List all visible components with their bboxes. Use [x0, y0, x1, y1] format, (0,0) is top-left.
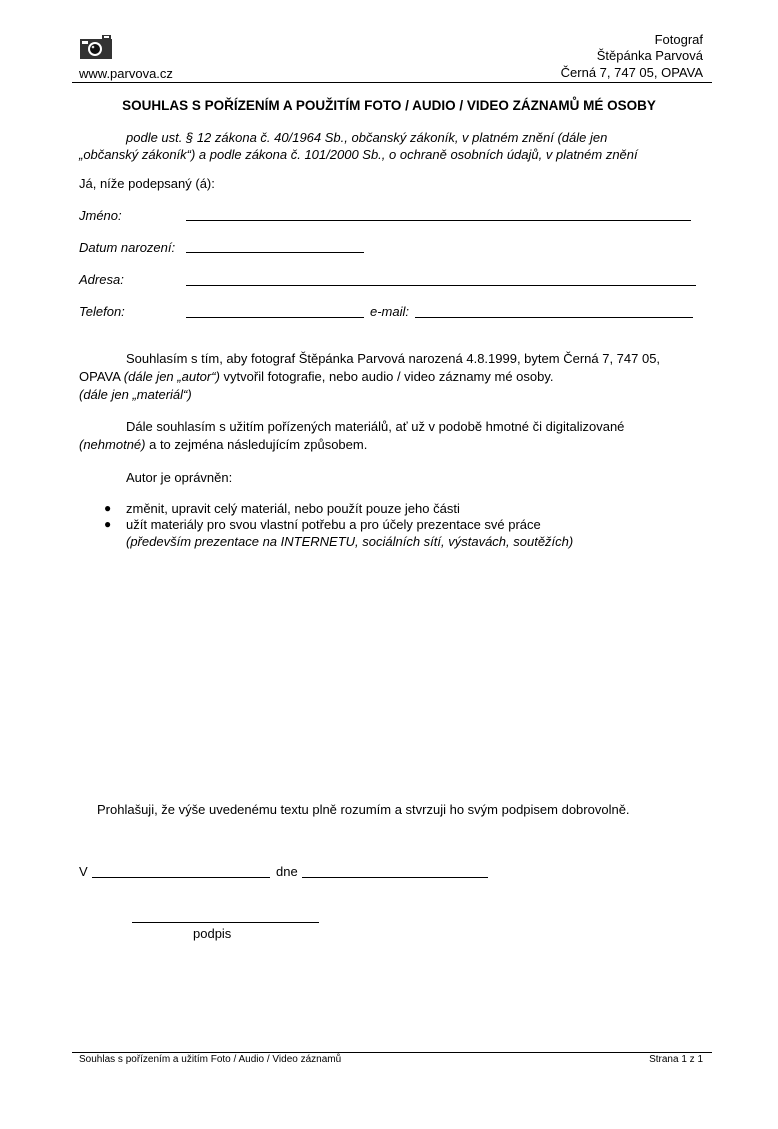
camera-icon [79, 34, 113, 60]
date-label: dne [276, 864, 298, 879]
birth-field[interactable] [186, 252, 364, 253]
bullet-dot: ● [104, 517, 112, 531]
legal-line-2: „občanský zákoník“) a podle zákona č. 101/2000 Sb., o ochraně osobních údajů, v platném znění [79, 147, 638, 162]
email-field[interactable] [415, 317, 693, 318]
bullet-item-1: změnit, upravit celý materiál, nebo použít pouze jeho části [126, 501, 460, 516]
address-field[interactable] [186, 285, 696, 286]
phone-label: Telefon: [79, 304, 125, 319]
place-field[interactable] [92, 877, 270, 878]
birth-label: Datum narození: [79, 240, 176, 255]
consent-p2-line-2: (nehmotné) a to zejména následujícím způsobem. [79, 437, 368, 452]
consent-p2-line-1: Dále souhlasím s užitím pořízených materiálů, ať už v podobě hmotné či digitalizované [126, 419, 625, 434]
rights-heading: Autor je oprávněn: [126, 470, 233, 485]
signature-label: podpis [193, 926, 232, 941]
consent-p1-line-2: OPAVA (dále jen „autor“) vytvořil fotografie, nebo audio / video záznamy mé osoby. [79, 369, 554, 384]
intro-text: Já, níže podepsaný (á): [79, 176, 215, 191]
date-field[interactable] [302, 877, 488, 878]
name-label: Jméno: [79, 208, 122, 223]
phone-field[interactable] [186, 317, 364, 318]
declaration-text: Prohlašuji, že výše uvedenému textu plně rozumím a stvrzuji ho svým podpisem dobrovolně. [97, 802, 630, 817]
name-field[interactable] [186, 220, 691, 221]
place-label: V [79, 864, 88, 879]
signature-field[interactable] [132, 922, 319, 923]
header-name: Štěpánka Parvová [596, 48, 703, 63]
footer-title: Souhlas s pořízením a užitím Foto / Audio / Video záznamů [79, 1054, 342, 1065]
header-divider [72, 82, 712, 83]
footer-divider [72, 1052, 712, 1053]
bullet-item-2: užít materiály pro svou vlastní potřebu a pro účely prezentace své práce [126, 517, 541, 532]
consent-p1-line-1: Souhlasím s tím, aby fotograf Štěpánka Parvová narozená 4.8.1999, bytem Černá 7, 747 05, [126, 351, 661, 366]
header-role: Fotograf [654, 32, 703, 47]
camera-logo [79, 34, 113, 63]
bullet-item-2-note: (především prezentace na INTERNETU, sociálních sítí, výstavách, soutěžích) [126, 534, 574, 549]
email-label: e-mail: [370, 304, 410, 319]
website-link[interactable]: www.parvova.cz [79, 66, 173, 81]
legal-line-1: podle ust. § 12 zákona č. 40/1964 Sb., občanský zákoník, v platném znění (dále jen [126, 130, 608, 145]
address-label: Adresa: [79, 272, 124, 287]
page-number: Strana 1 z 1 [649, 1054, 703, 1065]
consent-p1-line-3: (dále jen „materiál“) [79, 387, 192, 402]
bullet-dot: ● [104, 501, 112, 515]
document-title: SOUHLAS S POŘÍZENÍM A POUŽITÍM FOTO / AUDIO / VIDEO ZÁZNAMŮ MÉ OSOBY [122, 98, 656, 113]
header-address: Černá 7, 747 05, OPAVA [560, 65, 703, 80]
